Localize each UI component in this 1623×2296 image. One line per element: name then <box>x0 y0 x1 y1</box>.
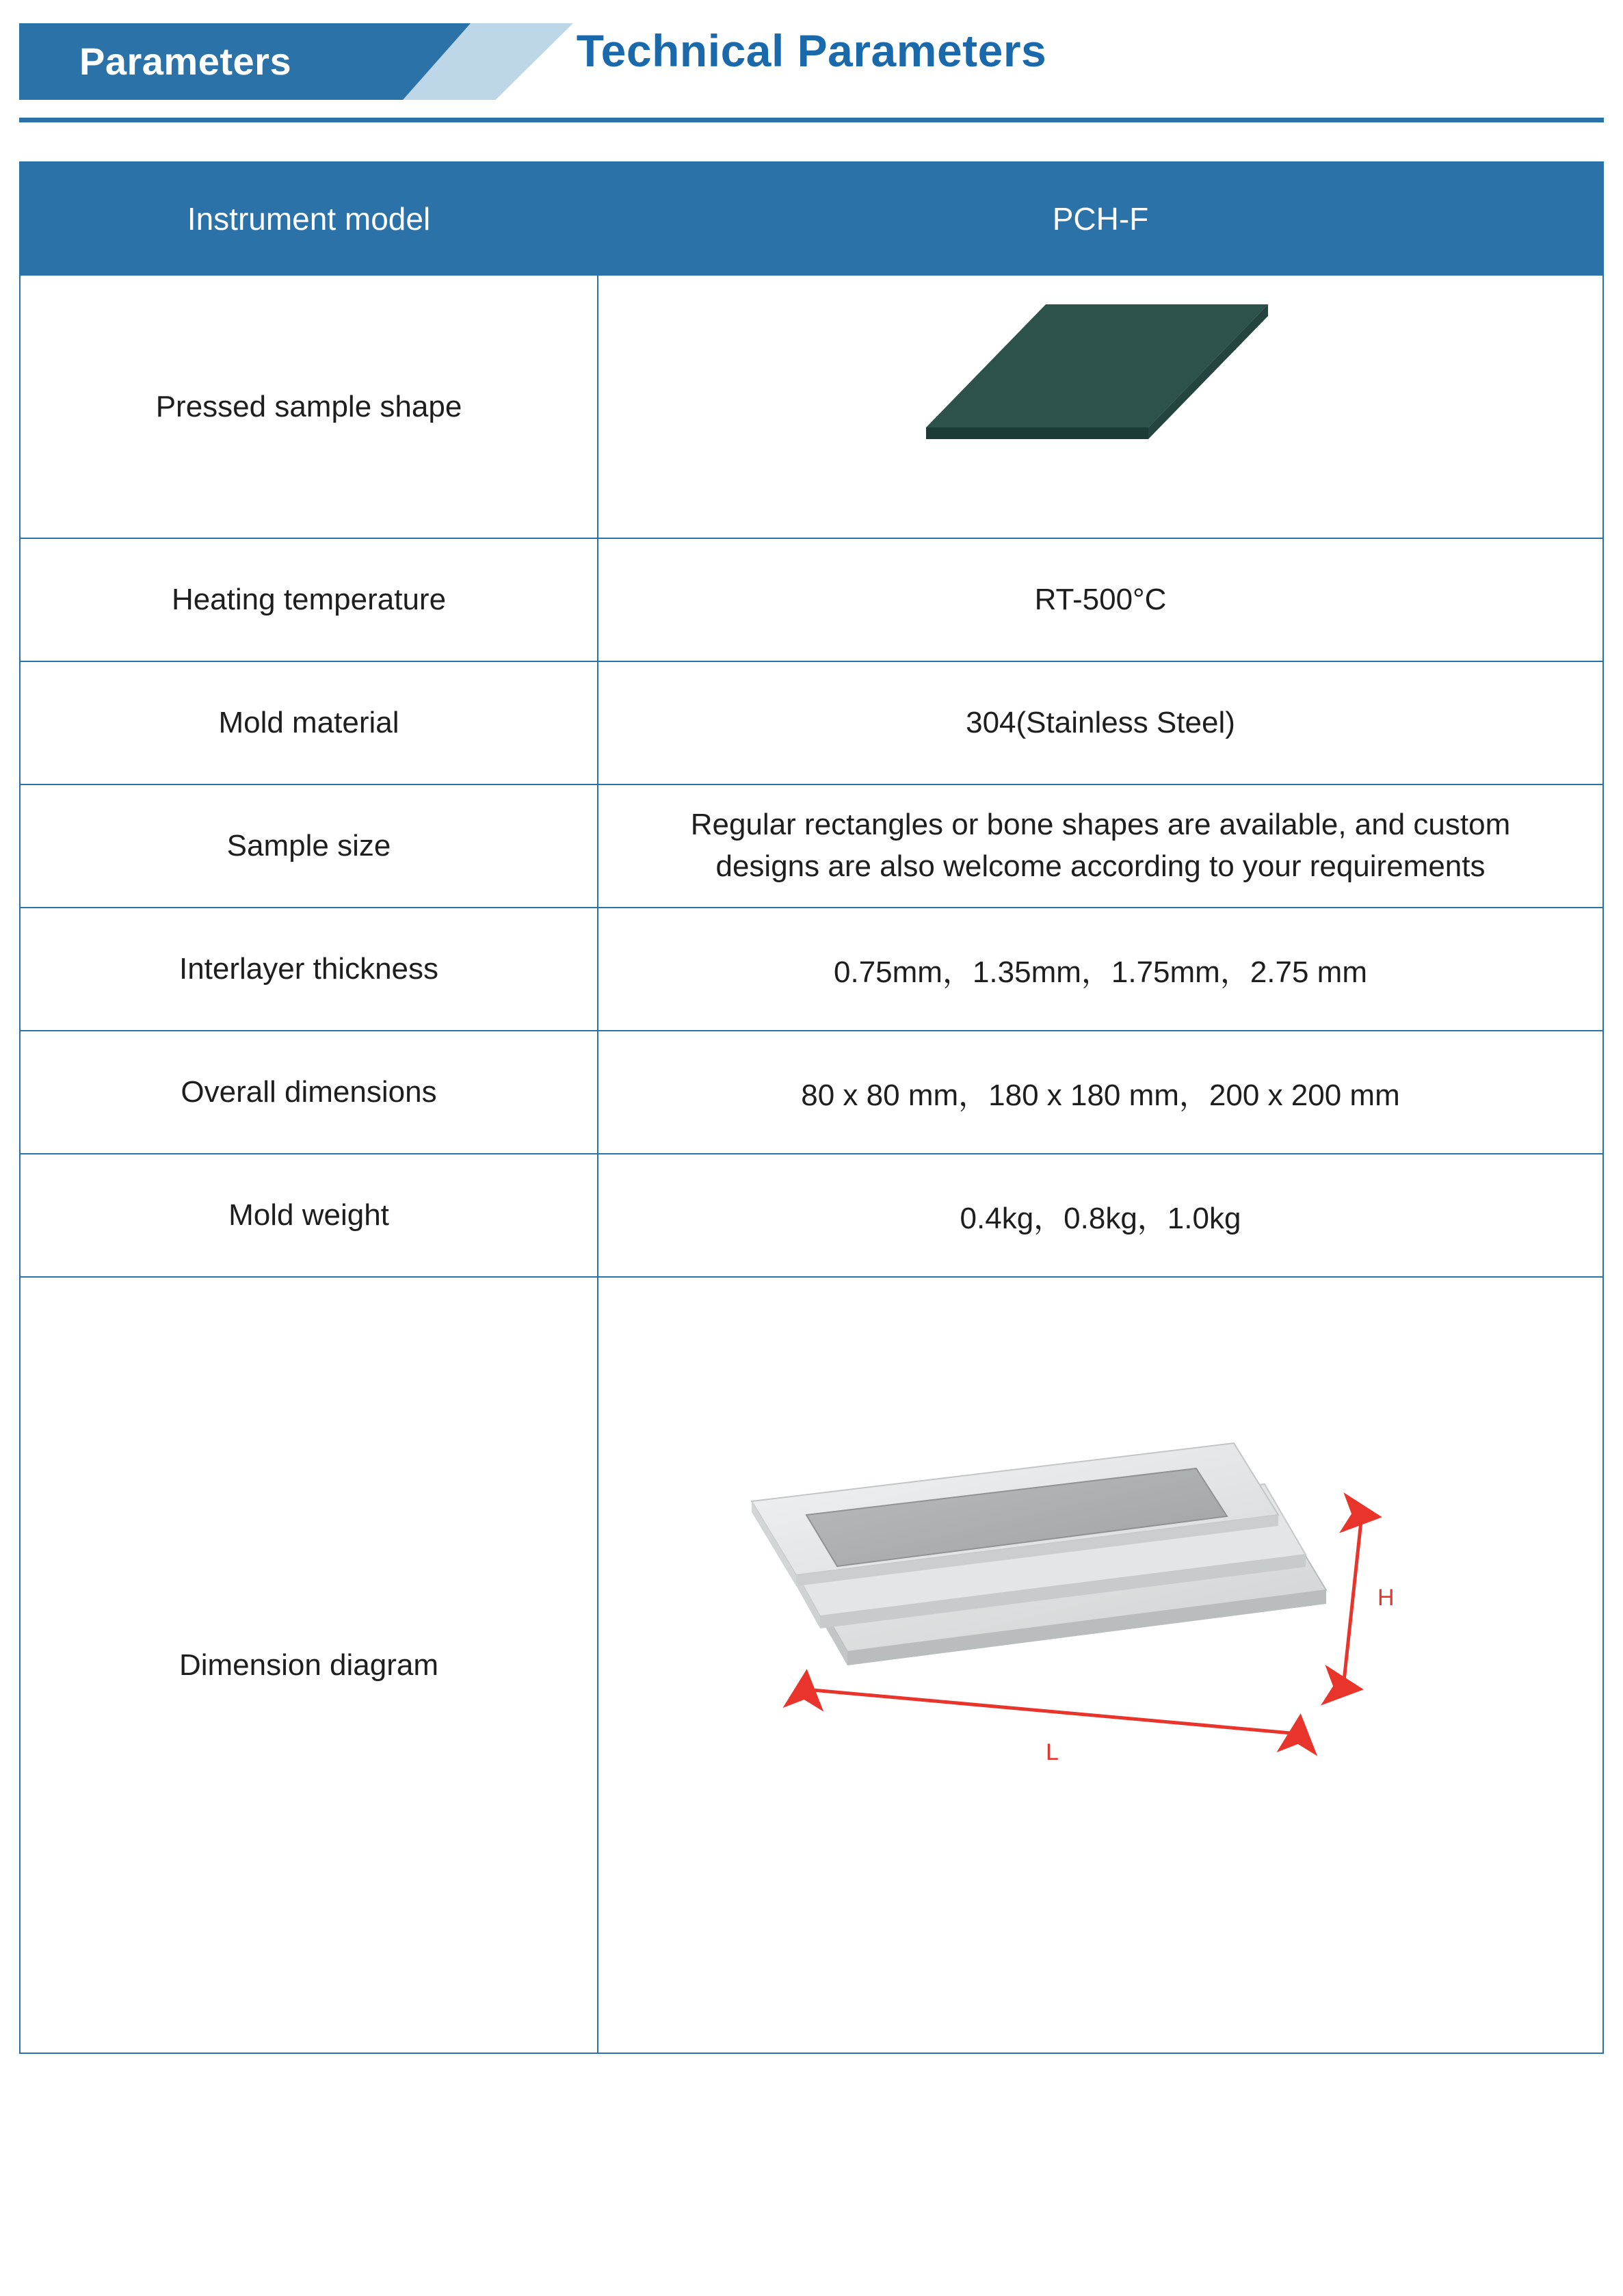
row-label-mold-weight: Mold weight <box>20 1154 598 1277</box>
table-row <box>20 1154 1603 1277</box>
technical-parameters-table-wrapper <box>19 161 1604 2054</box>
table-row <box>20 908 1603 1031</box>
row-label-heating-temperature: Heating temperature <box>20 538 598 661</box>
table-row <box>20 538 1603 661</box>
dimension-diagram-illustration <box>612 1296 1589 2035</box>
row-label-interlayer-thickness: Interlayer thickness <box>20 908 598 1031</box>
table-header-row <box>20 162 1603 275</box>
sample-size-line-1: Regular rectangles or bone shapes are available, and custom <box>690 808 1511 842</box>
dimension-label-l: L <box>1046 1739 1059 1765</box>
parameters-tab-label: Parameters <box>79 40 292 83</box>
row-value-sample-size <box>598 784 1603 908</box>
sample-shape-illustration <box>612 294 1589 520</box>
sample-plate-icon <box>923 294 1278 492</box>
table-row <box>20 1031 1603 1154</box>
row-label-mold-material: Mold material <box>20 661 598 784</box>
row-value-dimension-diagram <box>598 1277 1603 2053</box>
row-value-interlayer-thickness: 0.75mm，1.35mm，1.75mm，2.75 mm <box>598 908 1603 1031</box>
technical-parameters-table <box>19 161 1604 2054</box>
mold-plates-diagram <box>724 1296 1477 1775</box>
page-header <box>0 0 1623 130</box>
table-row <box>20 661 1603 784</box>
header-divider <box>19 118 1604 122</box>
row-value-pressed-sample-shape <box>598 275 1603 538</box>
table-row <box>20 1277 1603 2053</box>
row-label-sample-size: Sample size <box>20 784 598 908</box>
row-label-dimension-diagram: Dimension diagram <box>20 1277 598 2053</box>
header-instrument-model: Instrument model <box>20 162 598 275</box>
row-value-mold-material: 304(Stainless Steel) <box>598 661 1603 784</box>
table-row <box>20 275 1603 538</box>
row-value-mold-weight: 0.4kg，0.8kg，1.0kg <box>598 1154 1603 1277</box>
header-model-value: PCH-F <box>598 162 1603 275</box>
row-value-heating-temperature: RT-500°C <box>598 538 1603 661</box>
sample-size-line-2: designs are also welcome according to your requirements <box>715 849 1486 883</box>
page-title: Technical Parameters <box>576 25 1047 76</box>
row-label-pressed-sample-shape: Pressed sample shape <box>20 275 598 538</box>
row-label-overall-dimensions: Overall dimensions <box>20 1031 598 1154</box>
table-row <box>20 784 1603 908</box>
row-value-overall-dimensions: 80 x 80 mm，180 x 180 mm，200 x 200 mm <box>598 1031 1603 1154</box>
dimension-label-h: H <box>1377 1584 1395 1611</box>
